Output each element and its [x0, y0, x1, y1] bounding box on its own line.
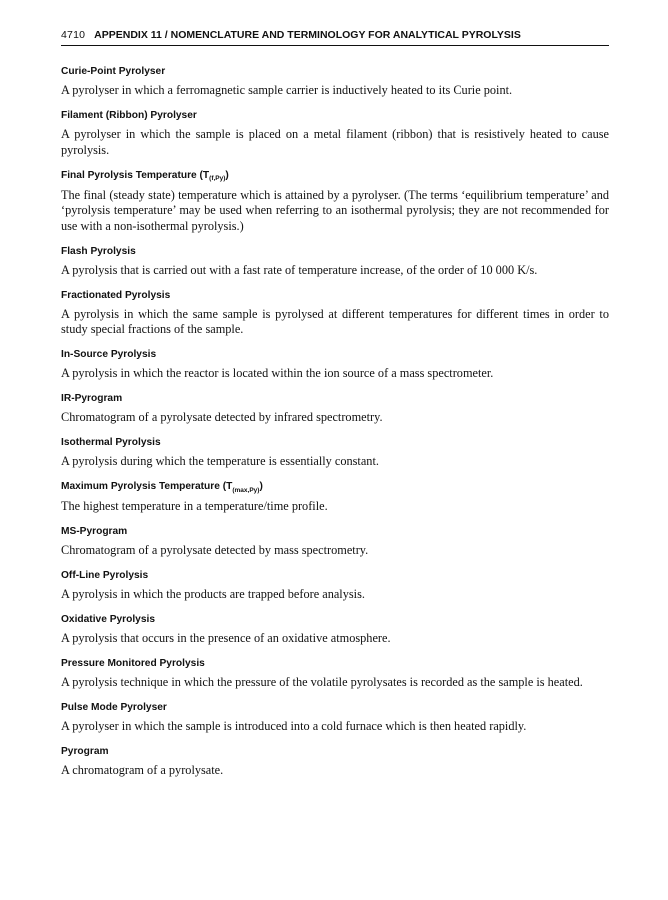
entry-term: Filament (Ribbon) Pyrolyser: [61, 109, 197, 121]
entry-term: Final Pyrolysis Temperature (T: [61, 169, 210, 181]
entry-definition: A pyrolysis in which the same sample is pyrolysed at different temperatures for different times in order to study special fractions of the sample.: [61, 306, 609, 337]
running-title: APPENDIX 11 / NOMENCLATURE AND TERMINOLOGY FOR ANALYTICAL PYROLYSIS: [94, 29, 521, 41]
term-subscript: (max,Py): [232, 486, 260, 494]
running-header: [61, 29, 610, 41]
glossary-entry: [61, 65, 609, 99]
entry-term: Maximum Pyrolysis Temperature (T: [61, 481, 233, 493]
glossary-entry: [61, 245, 609, 279]
entry-definition: A chromatogram of a pyrolysate.: [61, 763, 224, 778]
glossary-entry: [61, 613, 609, 647]
glossary-entry: [61, 436, 609, 470]
entry-term: Curie-Point Pyrolyser: [61, 66, 166, 77]
entry-definition: A pyrolysis in which the reactor is located within the ion source of a mass spectrometer.: [61, 366, 494, 381]
entry-definition: Chromatogram of a pyrolysate detected by mass spectrometry.: [61, 543, 369, 558]
glossary-entry: [61, 480, 609, 515]
entry-definition: A pyrolysis during which the temperature is essentially constant.: [61, 454, 379, 469]
glossary-entry: [61, 525, 609, 559]
entry-term-with-subscript: [61, 169, 609, 184]
entry-term: Pressure Monitored Pyrolysis: [61, 658, 205, 670]
entry-definition: A pyrolyser in which the sample is introduced into a cold furnace which is then heated rapidly.: [61, 719, 527, 734]
entry-term: Pyrogram: [61, 746, 109, 758]
entry-term: Isothermal Pyrolysis: [61, 437, 161, 449]
entry-term: IR-Pyrogram: [61, 393, 123, 405]
entry-definition: A pyrolyser in which the sample is placed on a metal filament (ribbon) that is resistively heated to cause pyrolysis.: [61, 126, 609, 157]
term-subscript: (f,Py): [209, 175, 226, 183]
entry-term: Off-Line Pyrolysis: [61, 570, 149, 582]
entry-definition: A pyrolysis technique in which the pressure of the volatile pyrolysates is recorded as the sample is heated.: [61, 675, 583, 690]
entry-definition: A pyrolysis in which the products are trapped before analysis.: [61, 587, 365, 602]
entry-definition: The highest temperature in a temperature/time profile.: [61, 499, 328, 514]
term-closing: ): [225, 169, 229, 181]
term-closing: ): [259, 481, 263, 493]
glossary-entry: [61, 289, 609, 338]
page-number: 4710: [61, 29, 86, 41]
entry-term: MS-Pyrogram: [61, 526, 128, 538]
glossary-entry: [61, 701, 609, 735]
glossary-entry: [61, 657, 609, 691]
glossary-entry: [61, 348, 609, 382]
glossary-entry: [61, 109, 609, 158]
entry-term: Flash Pyrolysis: [61, 245, 136, 257]
glossary-entry: [61, 392, 609, 426]
glossary-entry: [61, 745, 609, 779]
entry-term: In-Source Pyrolysis: [61, 349, 157, 361]
entry-term: Fractionated Pyrolysis: [61, 289, 171, 301]
glossary-entry: [61, 569, 609, 603]
entry-term: Pulse Mode Pyrolyser: [61, 702, 167, 714]
entry-definition: A pyrolyser in which a ferromagnetic sample carrier is inductively heated to its Curie point.: [61, 83, 513, 97]
entry-definition: Chromatogram of a pyrolysate detected by infrared spectrometry.: [61, 410, 383, 425]
glossary-entries: [61, 65, 609, 789]
entry-definition: A pyrolysis that is carried out with a fast rate of temperature increase, of the order of 10 000 K/s.: [61, 262, 538, 277]
header-rule: [61, 45, 609, 46]
entry-definition: A pyrolysis that occurs in the presence of an oxidative atmosphere.: [61, 631, 391, 646]
entry-definition: The final (steady state) temperature which is attained by a pyrolyser. (The terms ‘equilibrium temperature’ and ‘pyrolysis temperature’ may be used when referring to an isothermal pyrolysis; they are not recommended for use with a non-isothermal pyrolysis.): [61, 187, 609, 233]
entry-term: Oxidative Pyrolysis: [61, 614, 156, 626]
entry-term-with-subscript: [61, 480, 609, 495]
glossary-entry: [61, 169, 609, 235]
